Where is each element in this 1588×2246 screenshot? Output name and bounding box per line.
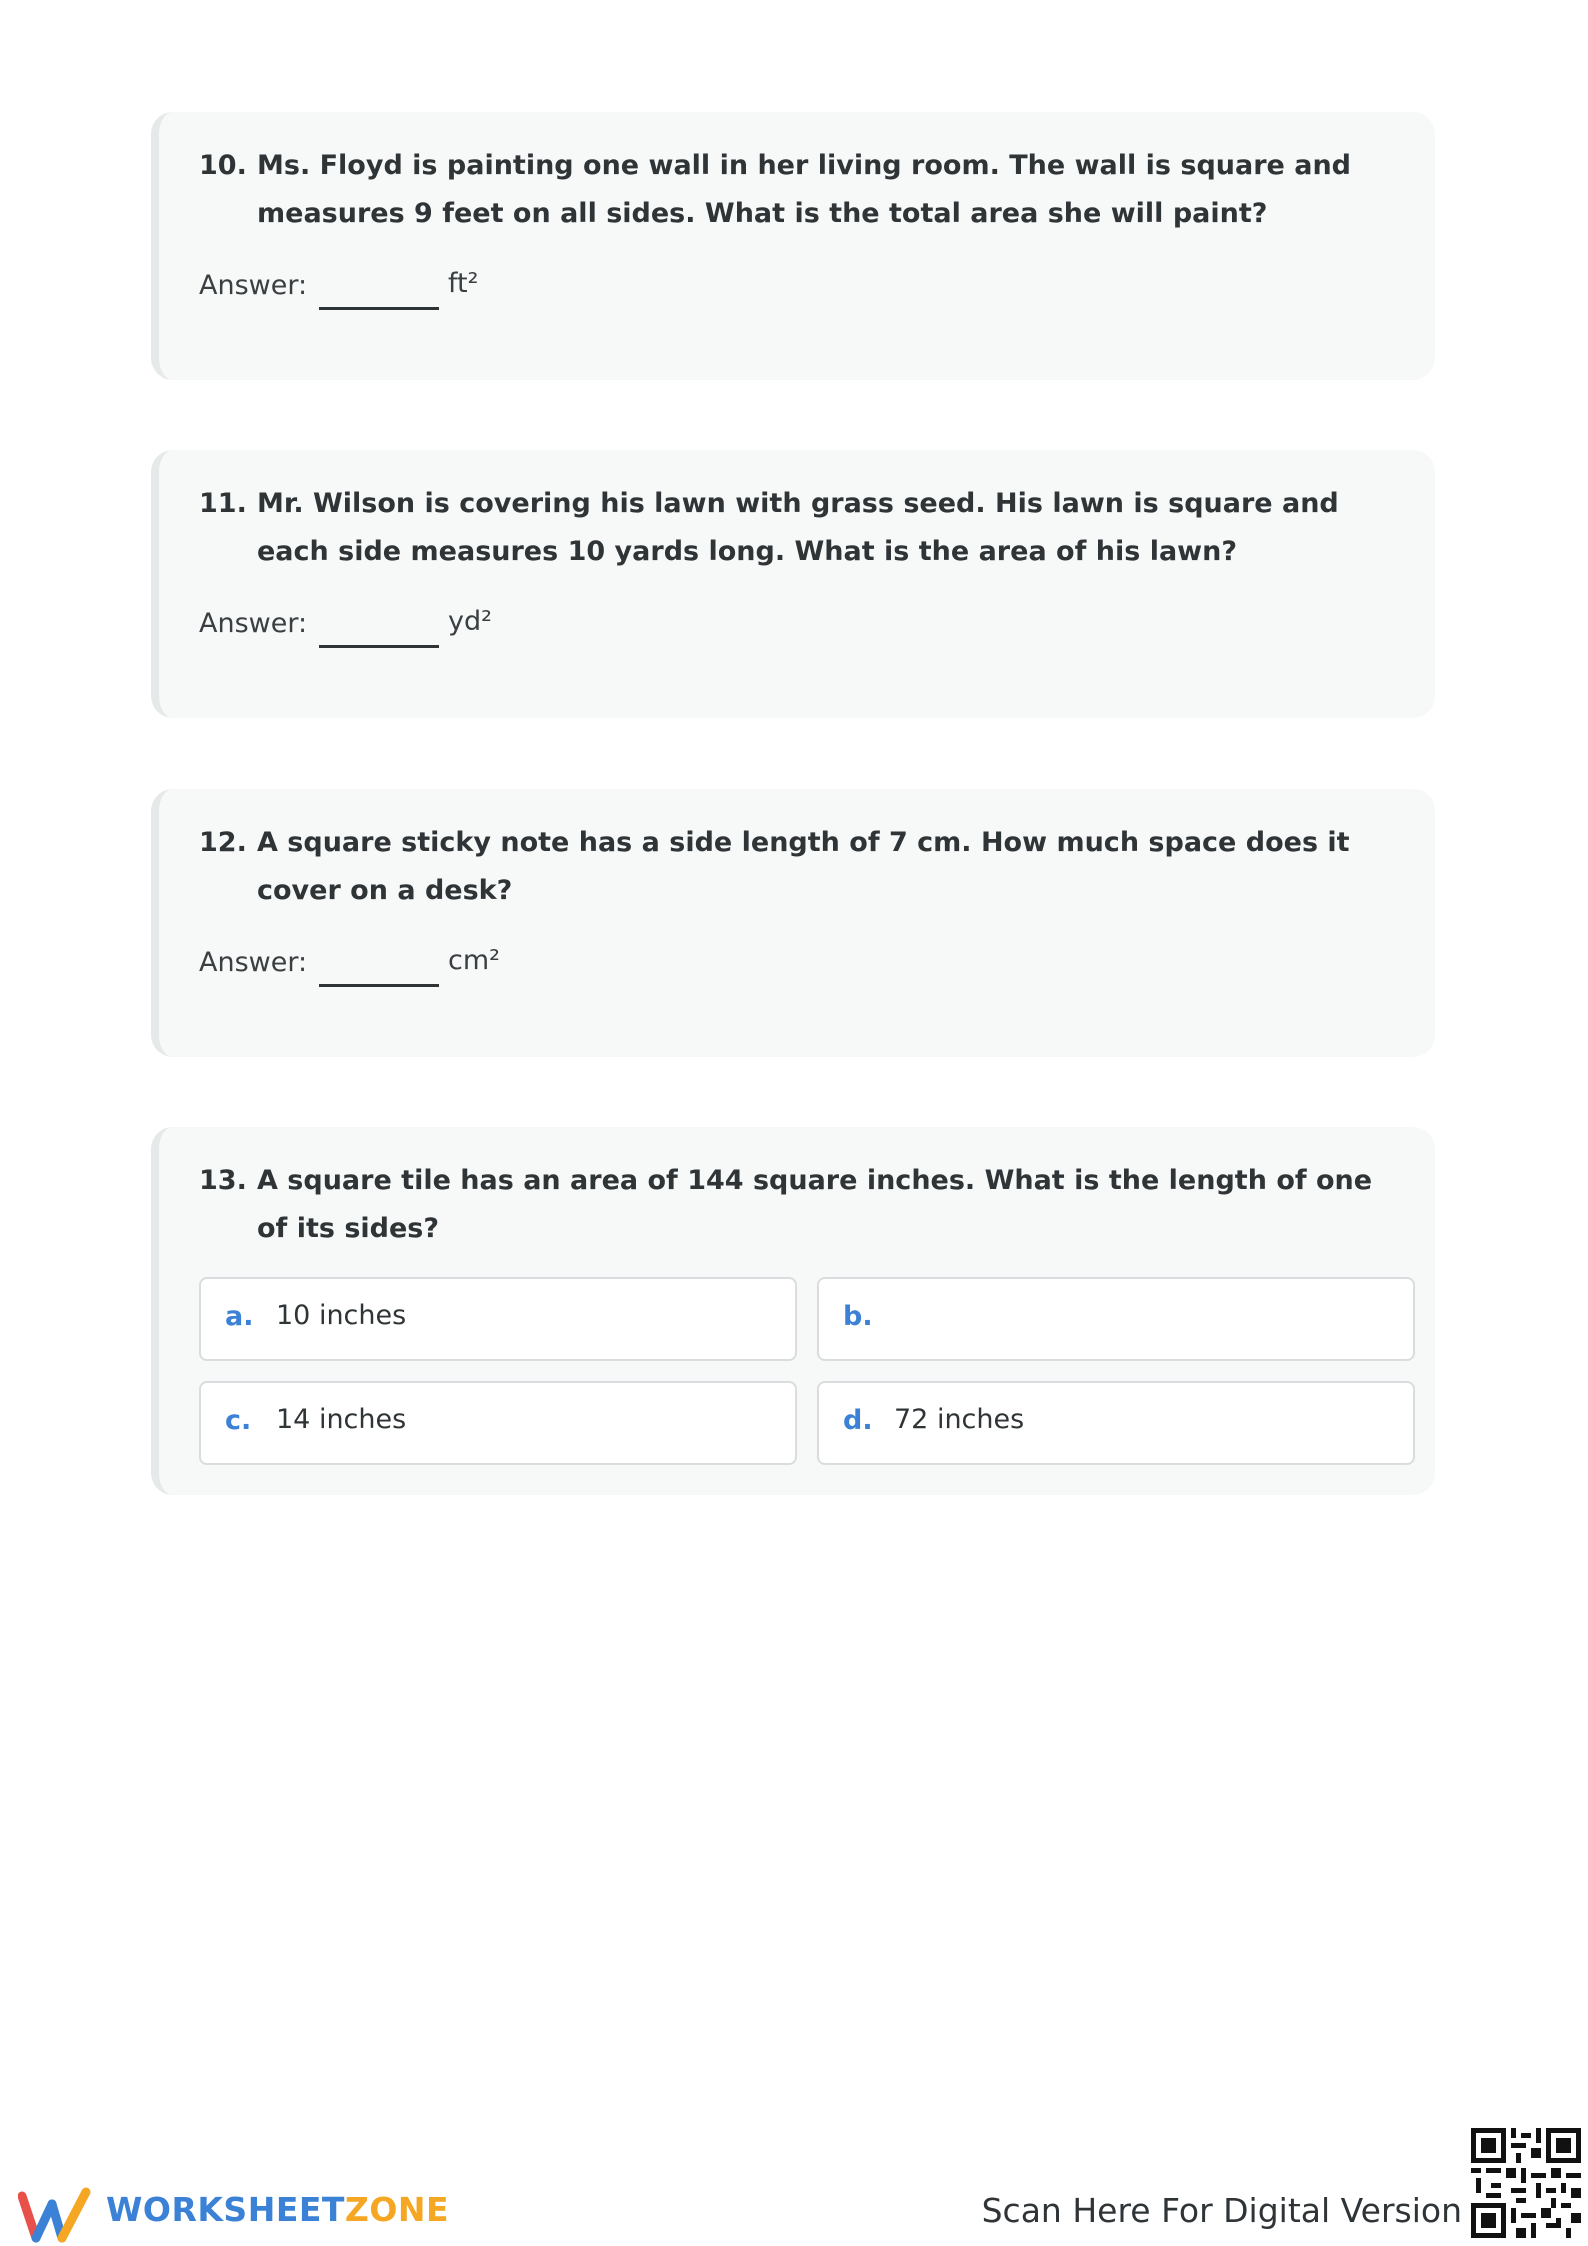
option-letter: d.	[843, 1405, 873, 1436]
question-card	[151, 112, 1435, 380]
answer-label: Answer:	[199, 947, 308, 978]
brand-part-1: WORKSHEET	[106, 2190, 345, 2229]
question-card	[151, 1127, 1435, 1495]
answer-blank[interactable]	[319, 307, 439, 310]
answer-blank[interactable]	[319, 984, 439, 987]
answer-label: Answer:	[199, 608, 308, 639]
answer-label: Answer:	[199, 270, 308, 301]
worksheetzone-logo-icon	[18, 2186, 96, 2246]
option-letter: c.	[225, 1405, 252, 1436]
brand-part-2: ZONE	[344, 2190, 450, 2229]
question-number: 10.	[199, 150, 247, 181]
question-text	[199, 480, 1401, 576]
question-body: A square tile has an area of 144 square inches. What is the length of one of its sides?	[257, 1165, 1373, 1244]
question-text	[199, 819, 1401, 915]
answer-unit: cm²	[448, 945, 500, 976]
qr-code-icon[interactable]	[1471, 2128, 1581, 2238]
question-card	[151, 450, 1435, 718]
question-body: A square sticky note has a side length of 7 cm. How much space does it cover on a desk?	[257, 827, 1350, 906]
option-letter: a.	[225, 1301, 254, 1332]
option-text: 72 inches	[894, 1404, 1025, 1435]
question-body: Ms. Floyd is painting one wall in her living room. The wall is square and measures 9 feet on all sides. What is the total area she will paint?	[257, 150, 1352, 229]
option-d[interactable]	[817, 1381, 1415, 1465]
question-number: 11.	[199, 488, 247, 519]
option-letter: b.	[843, 1301, 873, 1332]
option-text: 10 inches	[276, 1300, 407, 1331]
question-number: 13.	[199, 1165, 247, 1196]
option-c[interactable]	[199, 1381, 797, 1465]
option-text: 14 inches	[276, 1404, 407, 1435]
question-text	[199, 142, 1401, 238]
question-text	[199, 1157, 1401, 1253]
question-card	[151, 789, 1435, 1057]
answer-unit: ft²	[448, 268, 479, 299]
scan-text: Scan Here For Digital Version	[981, 2191, 1462, 2230]
question-body: Mr. Wilson is covering his lawn with grass seed. His lawn is square and each side measures 10 yards long. What is the area of his lawn?	[257, 488, 1339, 567]
option-a[interactable]	[199, 1277, 797, 1361]
answer-unit: yd²	[448, 606, 492, 637]
brand-name	[106, 2190, 449, 2229]
option-b[interactable]	[817, 1277, 1415, 1361]
question-number: 12.	[199, 827, 247, 858]
answer-blank[interactable]	[319, 645, 439, 648]
